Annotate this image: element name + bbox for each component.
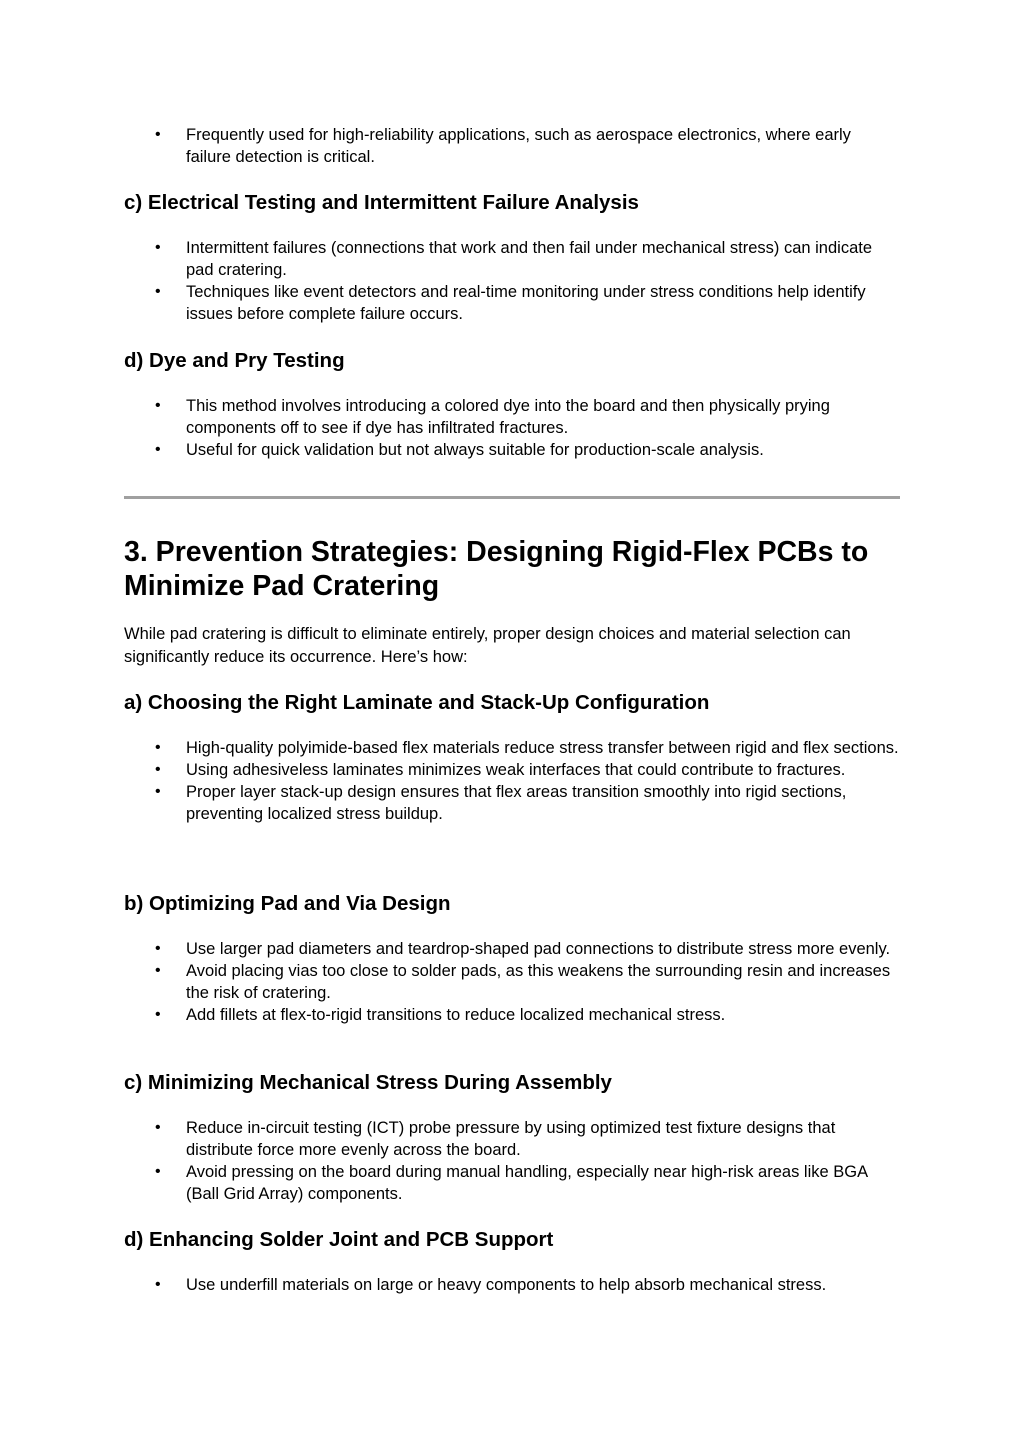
- list-item: • Using adhesiveless laminates minimizes weak interfaces that could contribute to fractures.: [124, 759, 900, 781]
- list-item: • Use larger pad diameters and teardrop-shaped pad connections to distribute stress more evenly.: [124, 938, 900, 960]
- section-heading-3b: b) Optimizing Pad and Via Design: [124, 892, 451, 915]
- list-item: • Techniques like event detectors and real-time monitoring under stress conditions help identify issues before complete failure occurs.: [124, 281, 900, 325]
- section-divider: [124, 496, 900, 499]
- list-item: • This method involves introducing a colored dye into the board and then physically prying components off to see if dye has infiltrated fractures.: [124, 395, 900, 439]
- bullet-list-3a: [124, 737, 900, 825]
- list-item: • Avoid pressing on the board during manual handling, especially near high-risk areas like BGA (Ball Grid Array) components.: [124, 1161, 900, 1205]
- section-intro: While pad cratering is difficult to eliminate entirely, proper design choices and material selection can significantly reduce its occurrence. Here’s how:: [124, 625, 851, 666]
- section-heading-3a: a) Choosing the Right Laminate and Stack-Up Configuration: [124, 691, 710, 714]
- section-heading-3c: c) Minimizing Mechanical Stress During Assembly: [124, 1071, 612, 1094]
- section-heading-2d: d) Dye and Pry Testing: [124, 349, 345, 372]
- bullet-list-3c: [124, 1117, 900, 1205]
- list-item: • Avoid placing vias too close to solder pads, as this weakens the surrounding resin and increases the risk of cratering.: [124, 960, 900, 1004]
- list-item: • Useful for quick validation but not always suitable for production-scale analysis.: [124, 439, 900, 461]
- bullet-list-2d: [124, 395, 900, 461]
- list-item: • High-quality polyimide-based flex materials reduce stress transfer between rigid and flex sections.: [124, 737, 900, 759]
- bullet-list-3d: [124, 1274, 900, 1296]
- list-item: • Frequently used for high-reliability applications, such as aerospace electronics, where early failure detection is critical.: [124, 124, 900, 168]
- bullet-list-2c: [124, 237, 900, 325]
- section-heading-3d: d) Enhancing Solder Joint and PCB Support: [124, 1228, 554, 1251]
- bullet-list-3b: [124, 938, 900, 1026]
- list-item: • Use underfill materials on large or heavy components to help absorb mechanical stress.: [124, 1274, 900, 1296]
- bullet-list-2b: [124, 124, 900, 168]
- section-heading-2c: c) Electrical Testing and Intermittent Failure Analysis: [124, 191, 639, 214]
- section-title-3: 3. Prevention Strategies: Designing Rigid-Flex PCBs to Minimize Pad Cratering: [124, 536, 869, 602]
- list-item: • Intermittent failures (connections that work and then fail under mechanical stress) can indicate pad cratering.: [124, 237, 900, 281]
- list-item: • Proper layer stack-up design ensures that flex areas transition smoothly into rigid sections, preventing localized stress buildup.: [124, 781, 900, 825]
- list-item: • Reduce in-circuit testing (ICT) probe pressure by using optimized test fixture designs that distribute force more evenly across the board.: [124, 1117, 900, 1161]
- list-item: • Add fillets at flex-to-rigid transitions to reduce localized mechanical stress.: [124, 1004, 900, 1026]
